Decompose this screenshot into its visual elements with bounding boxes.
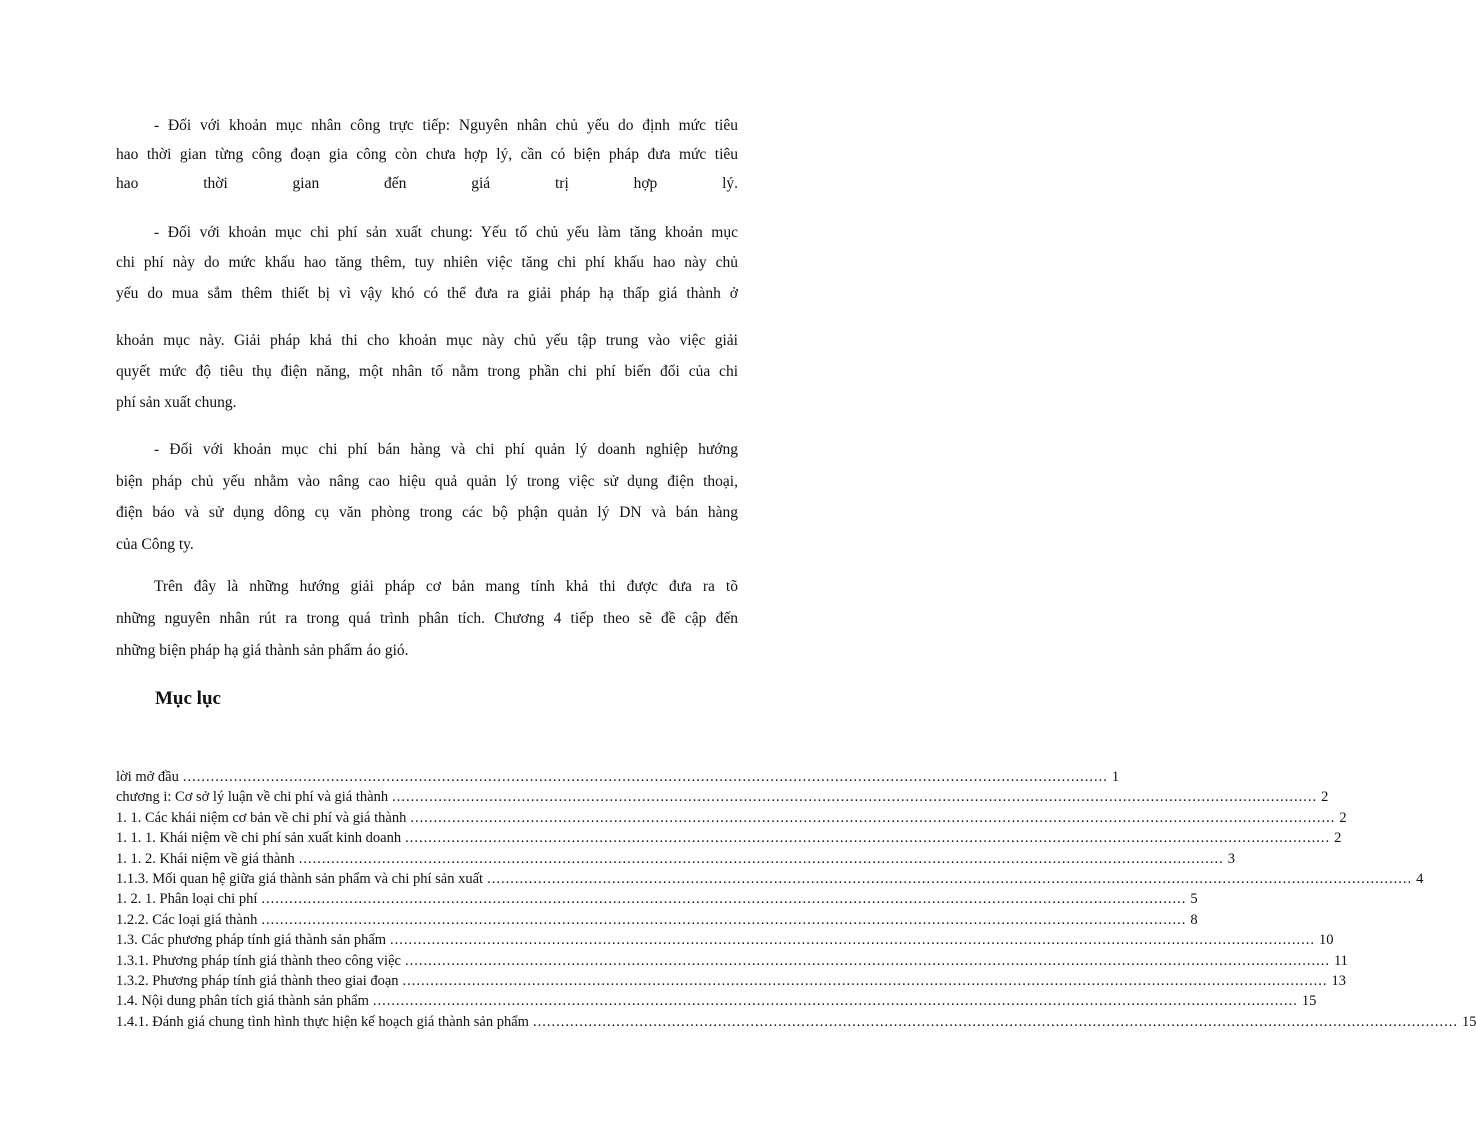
paragraph-line: những biện pháp hạ giá thành sản phẩm áo gió.	[116, 642, 409, 659]
toc-entry-page: 10	[1319, 932, 1334, 949]
paragraph-line: biện pháp chủ yếu nhằm vào nâng cao hiệu quả quản lý trong việc sử dụng điện thoại,	[116, 473, 738, 490]
toc-dot-leader: ........................................................................................................................................................................................................	[404, 952, 1330, 969]
toc-entry-page: 2	[1334, 830, 1342, 847]
paragraph-line: chi phí này do mức khấu hao tăng thêm, tuy nhiên việc tăng chi phí khấu hao này chủ	[116, 254, 738, 271]
toc-entry-page: 15	[1461, 1013, 1476, 1030]
toc-entry-title: 1.2.2. Các loại giá thành	[116, 911, 258, 928]
toc-entry-title: 1. 1. 1. Khái niệm về chi phí sản xuất kinh doanh	[116, 830, 402, 847]
paragraph-line: quyết mức độ tiêu thụ điện năng, một nhân tố nằm trong phần chi phí biến đổi của chi	[116, 363, 738, 380]
toc-dot-leader: ........................................................................................................................................................................................................	[182, 769, 1108, 785]
toc-entry-page: 11	[1333, 952, 1348, 969]
toc-entry[interactable]	[116, 767, 1120, 787]
toc-dot-leader: ........................................................................................................................................................................................................	[402, 972, 1328, 989]
toc-entry[interactable]	[116, 930, 1334, 950]
toc-dot-leader: ........................................................................................................................................................................................................	[298, 850, 1224, 867]
toc-entry-title: 1. 2. 1. Phân loại chi phí	[116, 891, 258, 908]
toc-dot-leader: ........................................................................................................................................................................................................	[261, 911, 1187, 928]
paragraph-line: Trên đây là những hướng giải pháp cơ bản mang tính khả thi được đưa ra tõ	[154, 578, 738, 595]
paragraph-line: khoản mục này. Giải pháp khả thi cho khoản mục này chủ yếu tập trung vào việc giải	[116, 332, 738, 349]
toc-entry-page: 4	[1416, 870, 1424, 887]
toc-dot-leader: ........................................................................................................................................................................................................	[487, 870, 1413, 887]
toc-entry-page: 2	[1321, 789, 1329, 806]
toc-entry-page: 15	[1301, 993, 1317, 1010]
toc-entry[interactable]	[116, 971, 1347, 991]
toc-entry[interactable]	[116, 787, 1329, 807]
toc-entry[interactable]	[116, 808, 1347, 828]
toc-entry[interactable]	[116, 869, 1424, 889]
toc-dot-leader: ........................................................................................................................................................................................................	[410, 809, 1336, 826]
toc-dot-leader: ........................................................................................................................................................................................................	[261, 891, 1187, 908]
toc-entry[interactable]	[116, 849, 1236, 869]
toc-entry-title: 1. 1. Các khái niệm cơ bản về chi phí và giá thành	[116, 809, 407, 826]
toc-entry[interactable]	[116, 910, 1198, 930]
toc-dot-leader: ........................................................................................................................................................................................................	[392, 789, 1318, 806]
toc-entry-page: 2	[1339, 809, 1347, 826]
toc-dot-leader: ........................................................................................................................................................................................................	[390, 932, 1316, 949]
toc-entry-title: 1.4.1. Đánh giá chung tình hình thực hiện kế hoạch giá thành sản phẩm	[116, 1013, 529, 1030]
toc-entry-title: lời mở đầu	[116, 769, 179, 785]
toc-entry-page: 1	[1111, 769, 1120, 785]
toc-entry-page: 3	[1227, 850, 1236, 867]
toc-entry[interactable]	[116, 889, 1198, 909]
paragraph-line: những nguyên nhân rút ra trong quá trình phân tích. Chương 4 tiếp theo sẽ đề cập đến	[116, 610, 738, 627]
toc-entry-page: 13	[1331, 972, 1347, 989]
toc-entry[interactable]	[116, 991, 1317, 1011]
paragraph-line: phí sản xuất chung.	[116, 394, 237, 411]
paragraph-line: - Đối với khoản mục chi phí bán hàng và chi phí quản lý doanh nghiệp hướng	[154, 441, 738, 458]
toc-entry-title: 1.3. Các phương pháp tính giá thành sản phẩm	[116, 932, 387, 949]
toc-dot-leader: ........................................................................................................................................................................................................	[405, 830, 1331, 847]
toc-entry[interactable]	[116, 1012, 1476, 1032]
paragraph-line: hao thời gian đến giá trị hợp lý.	[116, 175, 738, 192]
paragraph-line: của Công ty.	[116, 536, 194, 553]
toc-dot-leader: ........................................................................................................................................................................................................	[372, 993, 1298, 1010]
toc-entry-page: 8	[1190, 911, 1198, 928]
toc-entry[interactable]	[116, 828, 1342, 848]
paragraph-line: điện báo và sử dụng dông cụ văn phòng trong các bộ phận quản lý DN và bán hàng	[116, 504, 738, 521]
paragraph-line: yếu do mua sắm thêm thiết bị vì vậy khó có thể đưa ra giải pháp hạ thấp giá thành ở	[116, 285, 738, 302]
toc-entry-title: chương i: Cơ sở lý luận về chi phí và giá thành	[116, 789, 389, 806]
toc-entry-title: 1.4. Nội dung phân tích giá thành sản phẩm	[116, 993, 369, 1010]
paragraph-line: - Đối với khoản mục chi phí sản xuất chung: Yếu tố chủ yếu làm tăng khoản mục	[154, 224, 738, 241]
paragraph-line: - Đối với khoản mục nhân công trực tiếp: Nguyên nhân chủ yếu do định mức tiêu	[154, 117, 738, 134]
toc-entry-title: 1.1.3. Mối quan hệ giữa giá thành sản phẩm và chi phí sản xuất	[116, 870, 484, 887]
toc-entry-title: 1.3.2. Phương pháp tính giá thành theo giai đoạn	[116, 972, 399, 989]
toc-dot-leader: ........................................................................................................................................................................................................	[532, 1013, 1458, 1030]
table-of-contents	[116, 767, 1476, 1032]
paragraph-line: hao thời gian từng công đoạn gia công còn chưa hợp lý, cần có biện pháp đưa mức tiêu	[116, 146, 738, 163]
toc-entry-title: 1.3.1. Phương pháp tính giá thành theo công việc	[116, 952, 401, 969]
toc-entry-page: 5	[1190, 891, 1198, 908]
toc-heading: Mục lục	[155, 688, 221, 709]
toc-entry[interactable]	[116, 951, 1348, 971]
toc-entry-title: 1. 1. 2. Khái niệm về giá thành	[116, 850, 295, 867]
